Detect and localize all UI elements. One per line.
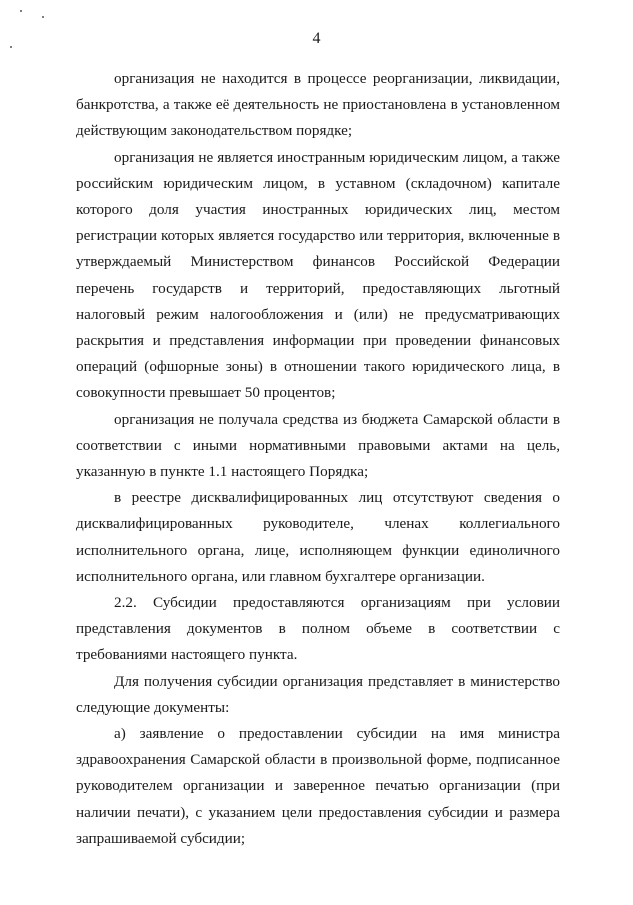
paragraph-disqualification-registry: в реестре дисквалифицированных лиц отсутствуют сведения о дисквалифицированных руководителе, членах коллегиального исполнительного органа, лице, исполняющем функции единоличного исполнительного органа, или главном бухгалтере организации. <box>76 489 560 585</box>
paragraph-section-2-2: 2.2. Субсидии предоставляются организациям при условии представления документов в полном объеме в соответствии с требованиями настоящего пункта. <box>76 594 560 664</box>
paragraph-no-budget-funds: организация не получала средства из бюджета Самарской области в соответствии с иными нормативными правовыми актами на цель, указанную в пункте 1.1 настоящего Порядка; <box>76 410 560 481</box>
scan-speck <box>42 16 44 18</box>
scan-speck <box>20 10 22 12</box>
page-number: 4 <box>312 30 321 47</box>
document-body <box>76 66 560 852</box>
paragraph-required-documents-intro: Для получения субсидии организация представляет в министерство следующие документы: <box>76 672 560 716</box>
paragraph-item-a-application: а) заявление о предоставлении субсидии на имя министра здравоохранения Самарской области в произвольной форме, подписанное руководителем организации и заверенное печатью организации (при наличии печати), с указанием цели предоставления субсидии и размера запрашиваемой субсидии; <box>76 725 560 847</box>
paragraph-not-in-reorganization: организация не находится в процессе реорганизации, ликвидации, банкротства, а также её деятельность не приостановлена в установленном действующим законодательством порядке; <box>76 70 560 140</box>
paragraph-not-foreign-entity: организация не является иностранным юридическим лицом, а также российским юридическим лицом, в уставном (складочном) капитале которого доля участия иностранных юридических лиц, местом регистрации которых является государство или территория, включенные в утверждаемый Министерством финансов Российской Федерации перечень государств и территорий, предоставляющих льготный налоговый режим налогообложения и (или) не предусматривающих раскрытия и представления информации при проведении финансовых операций (офшорные зоны) в отношении такого юридического лица, в совокупности превышает 50 процентов; <box>76 148 560 402</box>
